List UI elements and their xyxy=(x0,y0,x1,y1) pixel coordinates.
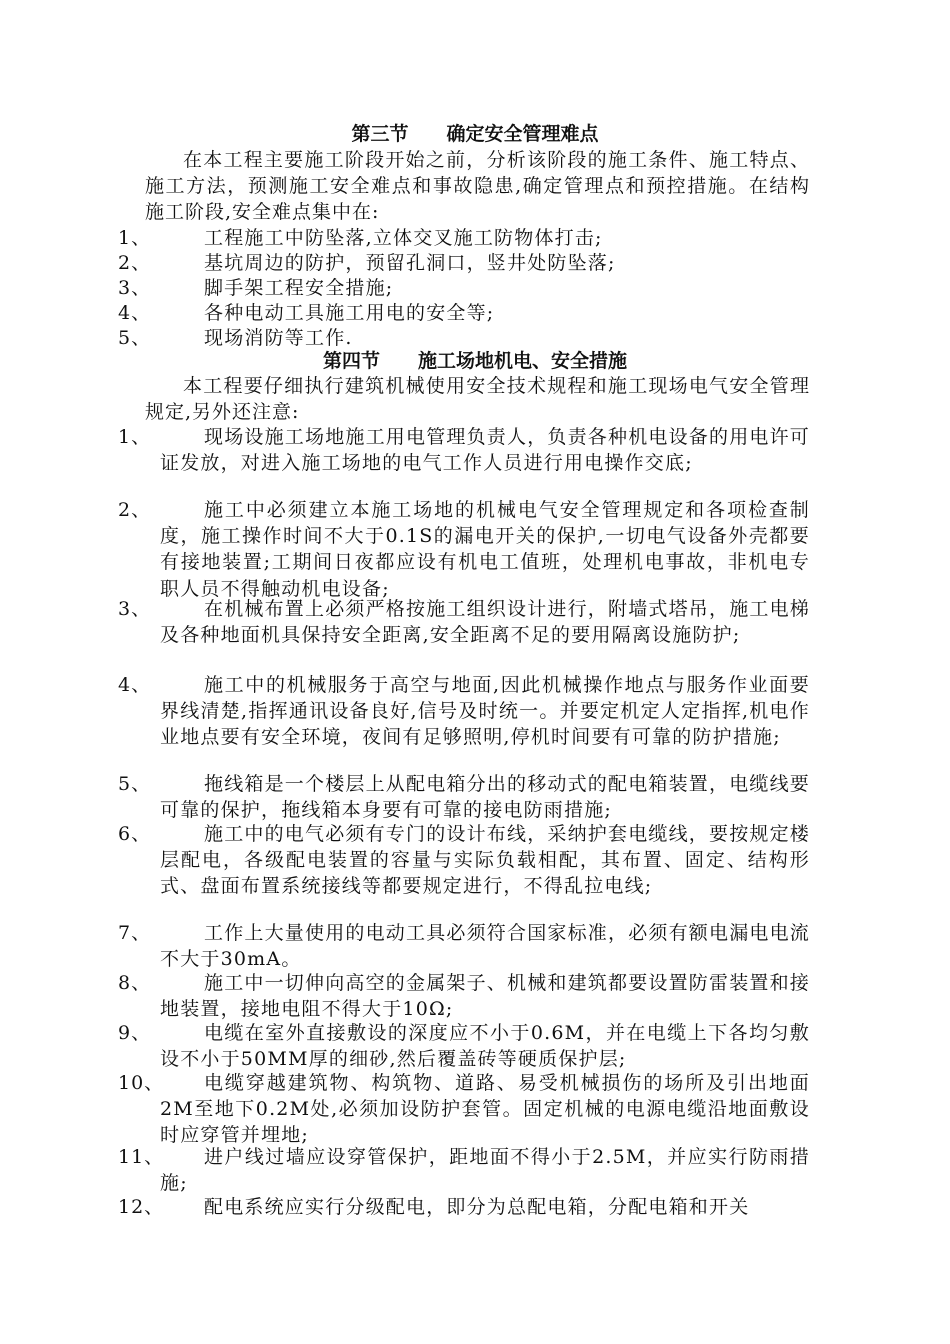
section-4-title: 第四节 施工场地机电、安全措施 xyxy=(322,350,627,372)
item-text: 电缆在室外直接敷设的深度应不小于0.6M，并在电缆上下各均匀敷设不小于50MM厚的细砂,然后覆盖砖等硬质保护层; xyxy=(160,1022,810,1071)
item-number: 4、 xyxy=(118,674,152,696)
item-number: 5、 xyxy=(118,773,152,795)
item-number: 9、 xyxy=(118,1022,152,1044)
section-3-intro: 在本工程主要施工阶段开始之前，分析该阶段的施工条件、施工特点、施工方法，预测施工安全难点和事故隐患,确定管理点和预控措施。在结构施工阶段,安全难点集中在: xyxy=(145,149,810,223)
item-number: 1、 xyxy=(118,227,152,249)
item-number: 3、 xyxy=(118,598,152,620)
item-text: 基坑周边的防护，预留孔洞口，竖井处防坠落; xyxy=(204,252,616,274)
item-text: 配电系统应实行分级配电，即分为总配电箱，分配电箱和开关 xyxy=(204,1196,750,1218)
item-text: 施工中一切伸向高空的金属架子、机械和建筑都要设置防雷装置和接地装置，接地电阻不得大于10Ω; xyxy=(160,972,811,1021)
item-text: 脚手架工程安全措施; xyxy=(204,277,394,299)
item-number: 2、 xyxy=(118,252,152,274)
item-number: 3、 xyxy=(118,277,152,299)
item-number: 10、 xyxy=(118,1072,165,1094)
item-text: 电缆穿越建筑物、构筑物、道路、易受机械损伤的场所及引出地面2M至地下0.2M处,必须加设防护套管。固定机械的电源电缆沿地面敷设时应穿管并埋地; xyxy=(160,1072,810,1147)
item-number: 12、 xyxy=(118,1196,165,1218)
item-text: 现场消防等工作. xyxy=(204,327,353,349)
item-text: 各种电动工具施工用电的安全等; xyxy=(204,302,495,324)
item-number: 4、 xyxy=(118,302,152,324)
item-number: 6、 xyxy=(118,823,152,845)
item-text: 施工中的电气必须有专门的设计布线，采纳护套电缆线，要按规定楼层配电，各级配电装置的容量与实际负载相配，其布置、固定、结构形式、盘面布置系统接线等都要规定进行，不得乱拉电线; xyxy=(160,823,811,898)
item-number: 8、 xyxy=(118,972,152,994)
item-text: 在机械布置上必须严格按施工组织设计进行，附墙式塔吊，施工电梯及各种地面机具保持安全距离,安全距离不足的要用隔离设施防护; xyxy=(160,598,811,647)
item-number: 1、 xyxy=(118,426,152,448)
item-text: 工作上大量使用的电动工具必须符合国家标准，必须有额电漏电电流不大于30mA。 xyxy=(160,922,811,971)
item-text: 现场设施工场地施工用电管理负责人，负责各种机电设备的用电许可证发放，对进入施工场地的电气工作人员进行用电操作交底; xyxy=(160,426,811,475)
section-4-intro: 本工程要仔细执行建筑机械使用安全技术规程和施工现场电气安全管理规定,另外还注意: xyxy=(145,375,810,423)
item-number: 5、 xyxy=(118,327,152,349)
item-text: 施工中必须建立本施工场地的机械电气安全管理规定和各项检查制度，施工操作时间不大于0.1S的漏电开关的保护,一切电气设备外壳都要有接地装置;工期间日夜都应设有机电工值班，处理机电事故，非机电专职人员不得触动机电设备; xyxy=(160,499,810,600)
item-text: 拖线箱是一个楼层上从配电箱分出的移动式的配电箱装置，电缆线要可靠的保护，拖线箱本身要有可靠的接电防雨措施; xyxy=(160,773,811,822)
item-number: 7、 xyxy=(118,922,152,944)
item-number: 11、 xyxy=(118,1146,165,1168)
item-text: 工程施工中防坠落,立体交叉施工防物体打击; xyxy=(204,227,603,249)
section-3-title: 第三节 确定安全管理难点 xyxy=(351,123,599,145)
item-number: 2、 xyxy=(118,499,152,521)
item-text: 进户线过墙应设穿管保护，距地面不得小于2.5M，并应实行防雨措施; xyxy=(160,1146,810,1195)
item-text: 施工中的机械服务于高空与地面,因此机械操作地点与服务作业面要界线清楚,指挥通讯设备良好,信号及时统一。并要定机定人定指挥,机电作业地点要有安全环境，夜间有足够照明,停机时间要有可靠的防护措施; xyxy=(160,674,810,749)
